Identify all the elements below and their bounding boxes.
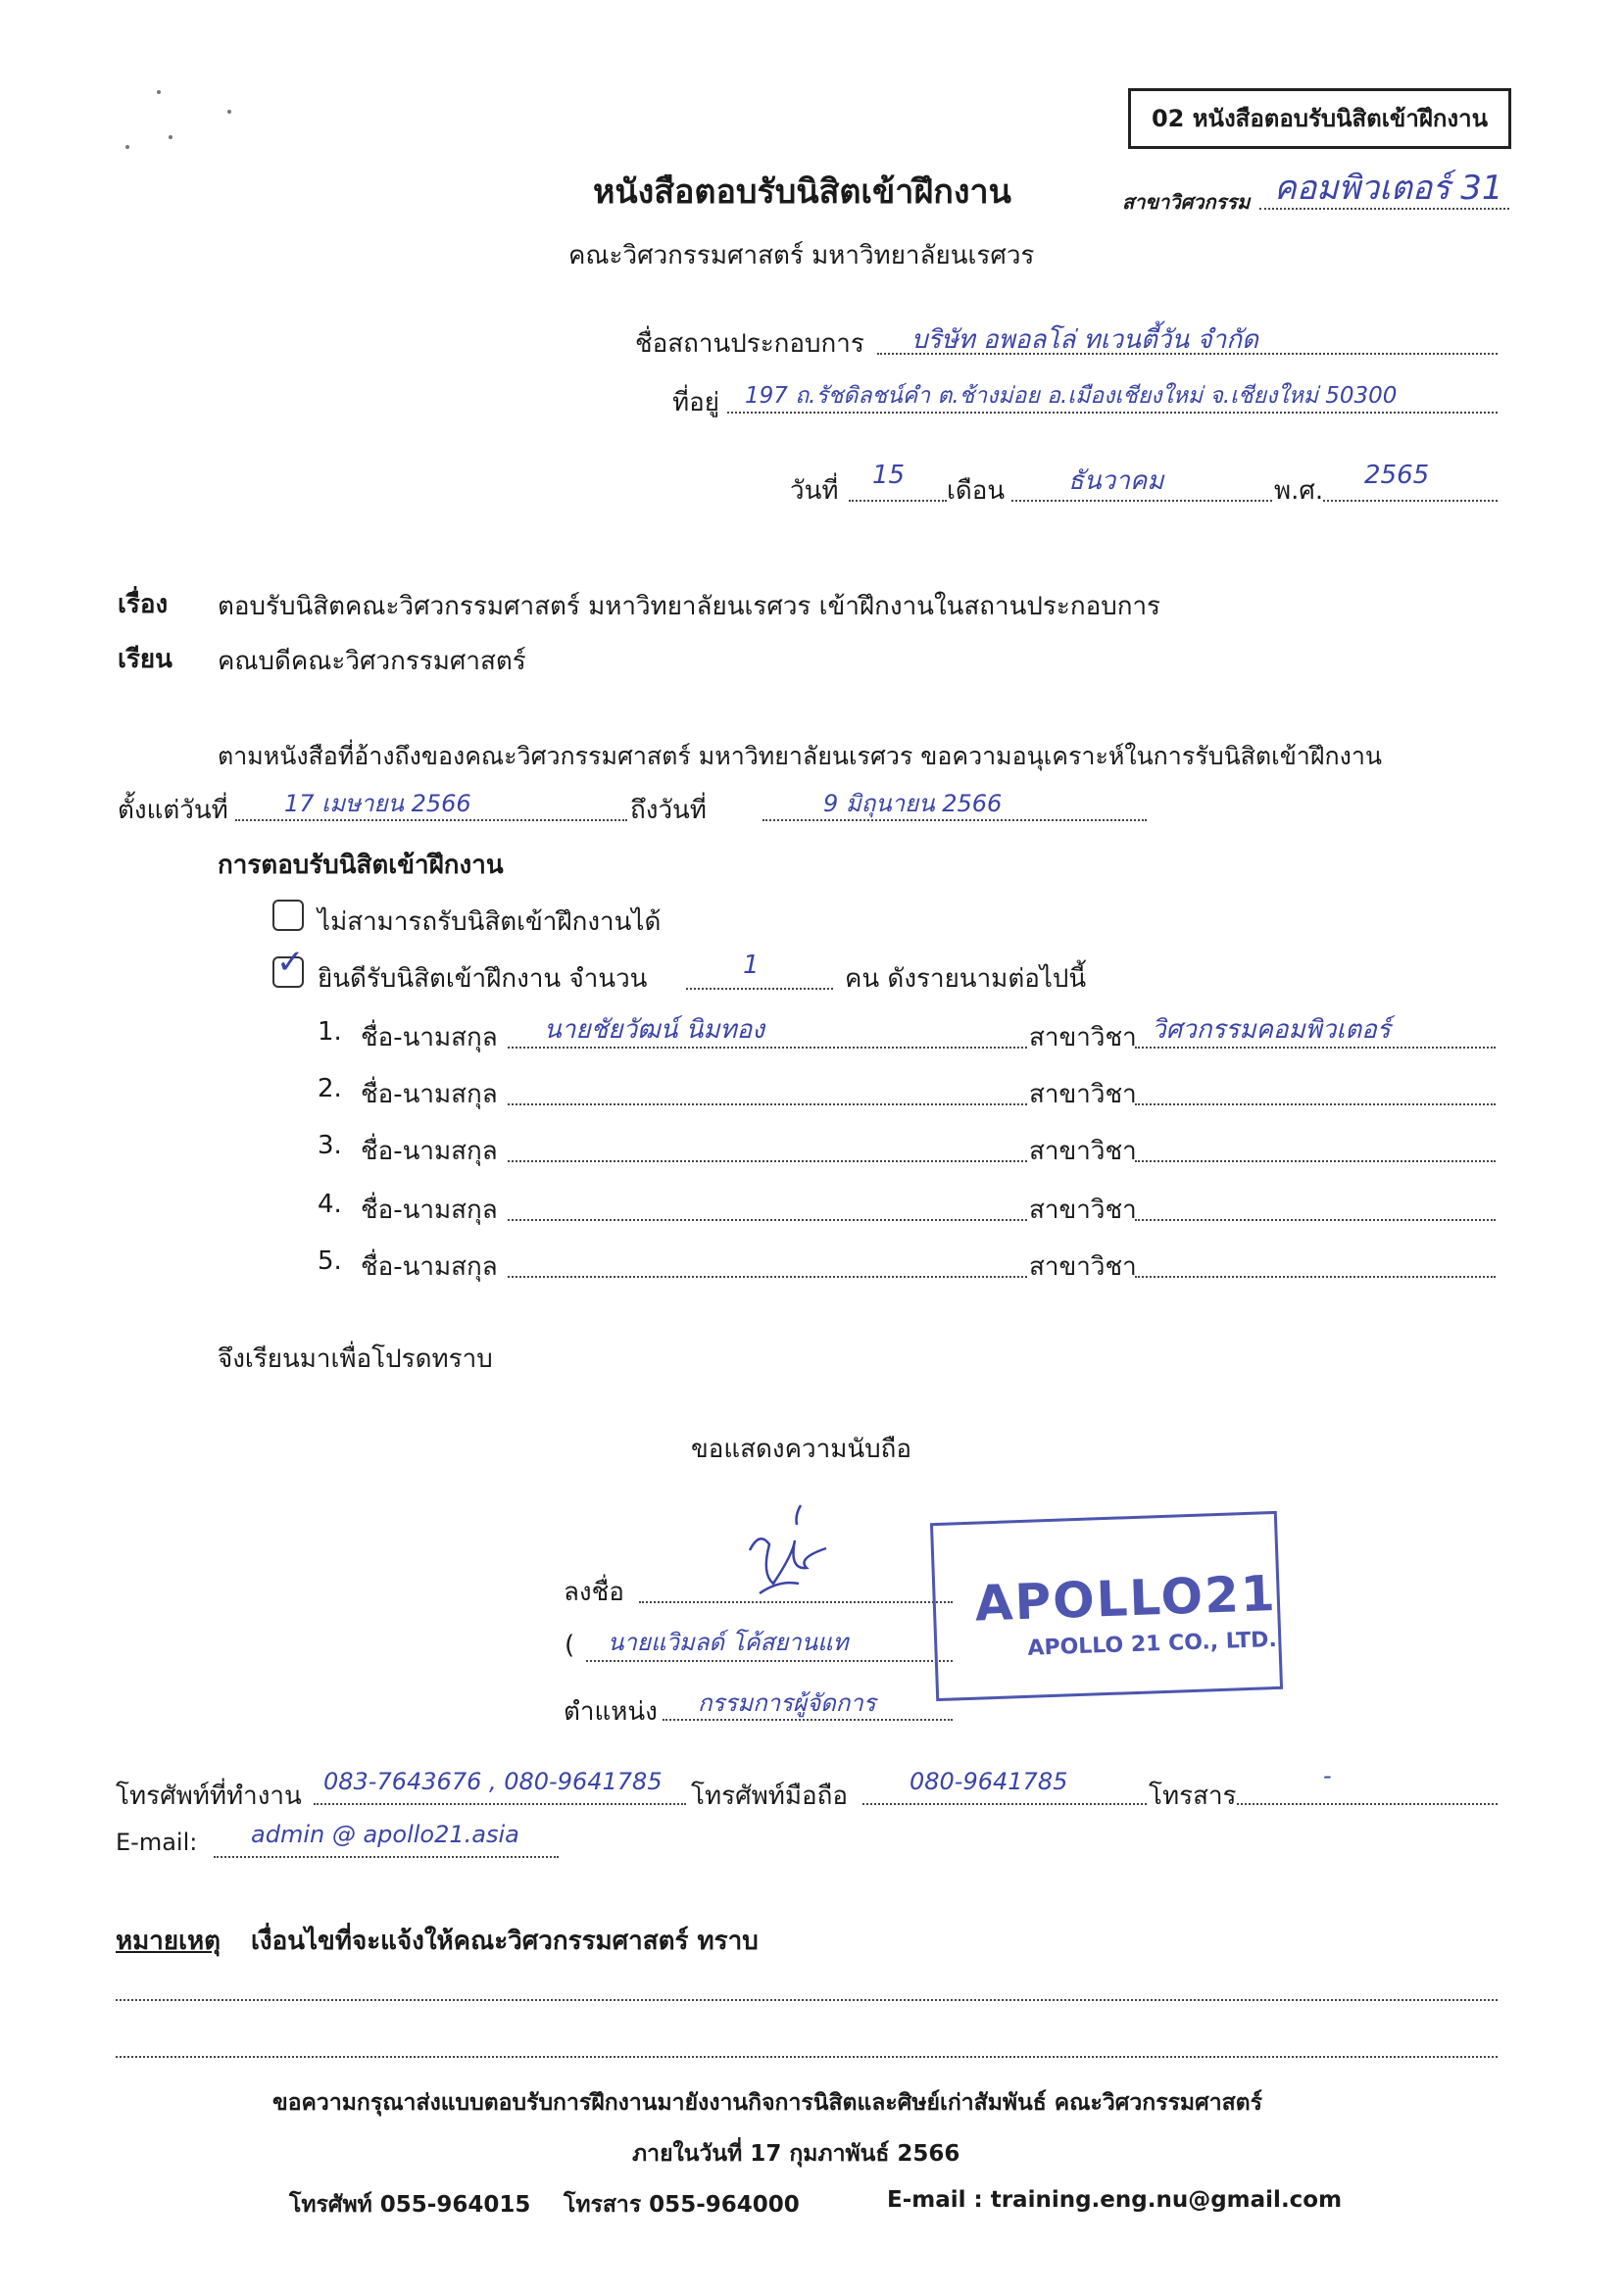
signature-mark bbox=[720, 1499, 838, 1607]
student-name-label: ชื่อ-นามสกุล bbox=[361, 1252, 498, 1282]
accept-count-suffix: คน ดังรายนามต่อไปนี้ bbox=[845, 964, 1087, 994]
signer-open-paren: ( bbox=[565, 1631, 575, 1660]
student-name-label: ชื่อ-นามสกุล bbox=[361, 1080, 498, 1109]
date-year-label: พ.ศ. bbox=[1274, 476, 1324, 506]
period-from-label: ตั้งแต่วันที่ bbox=[118, 796, 228, 825]
date-day-value: 15 bbox=[872, 461, 906, 490]
date-month-label: เดือน bbox=[947, 476, 1006, 506]
student-major-dotted-line bbox=[1135, 1103, 1496, 1105]
student-major-label: สาขาวิชา bbox=[1029, 1080, 1137, 1109]
student-number: 3. bbox=[318, 1131, 342, 1160]
student-number: 1. bbox=[318, 1017, 342, 1047]
body-paragraph: ตามหนังสือที่อ้างถึงของคณะวิศวกรรมศาสตร์ มหาวิทยาลัยนเรศวร ขอความอนุเคราะห์ในการรับนิสิตเข้าฝึกงาน bbox=[218, 742, 1382, 770]
office-phone-dotted-line bbox=[314, 1803, 686, 1805]
company-stamp bbox=[930, 1511, 1283, 1701]
period-to-value: 9 มิถุนายน 2566 bbox=[823, 790, 1003, 817]
email-label: E-mail: bbox=[116, 1829, 198, 1856]
mobile-phone-label: โทรศัพท์มือถือ bbox=[691, 1782, 848, 1811]
period-to-label: ถึงวันที่ bbox=[630, 796, 707, 825]
period-from-value: 17 เมษายน 2566 bbox=[284, 790, 471, 817]
note-label: หมายเหตุ bbox=[116, 1927, 221, 1956]
student-name-value: นายชัยวัฒน์ นิมทอง bbox=[544, 1015, 764, 1045]
student-name-dotted-line bbox=[508, 1219, 1027, 1221]
accept-option-label: ยินดีรับนิสิตเข้าฝึกงาน จำนวน bbox=[318, 964, 648, 994]
student-name-dotted-line bbox=[508, 1103, 1027, 1105]
company-name-value: บริษัท อพอลโล่ ทเวนตี้วัน จำกัด bbox=[911, 325, 1258, 355]
student-name-label: ชื่อ-นามสกุล bbox=[361, 1023, 498, 1052]
recipient-label: เรียน bbox=[118, 645, 172, 674]
student-name-dotted-line bbox=[508, 1160, 1027, 1162]
document-code-box: 02 หนังสือตอบรับนิสิตเข้าฝึกงาน bbox=[1128, 88, 1511, 149]
company-name-label: ชื่อสถานประกอบการ bbox=[635, 329, 864, 359]
student-major-label: สาขาวิชา bbox=[1029, 1252, 1137, 1282]
fax-value: - bbox=[1323, 1762, 1332, 1789]
stamp-subtitle: APOLLO 21 CO., LTD. bbox=[1027, 1627, 1278, 1661]
note-text: เงื่อนไขที่จะแจ้งให้คณะวิศวกรรมศาสตร์ ทราบ bbox=[251, 1927, 759, 1956]
position-value: กรรมการผู้จัดการ bbox=[698, 1689, 876, 1717]
page-subtitle: คณะวิศวกรรมศาสตร์ มหาวิทยาลัยนเรศวร bbox=[568, 241, 1035, 270]
scan-speck bbox=[227, 110, 231, 114]
footer-phone: โทรศัพท์ 055-964015 bbox=[289, 2192, 531, 2218]
fax-label: โทรสาร bbox=[1149, 1782, 1237, 1811]
scan-speck bbox=[125, 145, 129, 149]
closing-inform: จึงเรียนมาเพื่อโปรดทราบ bbox=[218, 1344, 493, 1374]
check-mark-icon: ✓ bbox=[276, 943, 305, 982]
reject-checkbox[interactable] bbox=[272, 900, 304, 931]
student-major-label: สาขาวิชา bbox=[1029, 1023, 1137, 1052]
office-phone-label: โทรศัพท์ที่ทำงาน bbox=[116, 1782, 302, 1811]
student-name-label: ชื่อ-นามสกุล bbox=[361, 1137, 498, 1166]
sign-label: ลงชื่อ bbox=[564, 1578, 624, 1607]
sign-dotted-line bbox=[639, 1601, 953, 1603]
student-major-dotted-line bbox=[1135, 1219, 1496, 1221]
student-name-dotted-line bbox=[508, 1276, 1027, 1278]
closing-respect: ขอแสดงความนับถือ bbox=[691, 1435, 911, 1464]
footer-line-1: ขอความกรุณาส่งแบบตอบรับการฝึกงานมายังงานกิจการนิสิตและศิษย์เก่าสัมพันธ์ คณะวิศวกรรมศาสตร์ bbox=[272, 2090, 1262, 2116]
student-number: 5. bbox=[318, 1246, 342, 1276]
footer-email: E-mail : training.eng.nu@gmail.com bbox=[887, 2187, 1343, 2213]
student-major-value: วิศวกรรมคอมพิวเตอร์ bbox=[1152, 1015, 1391, 1045]
reject-option-label: ไม่สามารถรับนิสิตเข้าฝึกงานได้ bbox=[318, 907, 662, 937]
email-value: admin @ apollo21.asia bbox=[251, 1821, 519, 1848]
page-title: หนังสือตอบรับนิสิตเข้าฝึกงาน bbox=[593, 172, 1011, 212]
student-major-dotted-line bbox=[1135, 1276, 1496, 1278]
footer-fax: โทรสาร 055-964000 bbox=[564, 2192, 800, 2218]
date-year-dotted-line bbox=[1323, 500, 1498, 502]
student-name-label: ชื่อ-นามสกุล bbox=[361, 1196, 498, 1225]
student-major-dotted-line bbox=[1135, 1160, 1496, 1162]
accept-count-dotted-line bbox=[686, 988, 833, 990]
acceptance-heading: การตอบรับนิสิตเข้าฝึกงาน bbox=[218, 851, 504, 880]
scan-speck bbox=[169, 135, 172, 139]
student-major-label: สาขาวิชา bbox=[1029, 1196, 1137, 1225]
date-day-label: วันที่ bbox=[790, 476, 839, 506]
scan-speck bbox=[157, 90, 161, 94]
branch-value: คอมพิวเตอร์ 31 bbox=[1274, 169, 1503, 208]
recipient-text: คณบดีคณะวิศวกรรมศาสตร์ bbox=[218, 647, 526, 676]
note-dotted-line-2 bbox=[116, 2056, 1498, 2058]
fax-dotted-line bbox=[1237, 1803, 1498, 1805]
signer-name-value: นายแวิมลด์ โค้สยานแท bbox=[608, 1629, 849, 1656]
branch-label: สาขาวิศวกรรม bbox=[1122, 190, 1251, 214]
position-label: ตำแหน่ง bbox=[564, 1697, 658, 1727]
student-major-label: สาขาวิชา bbox=[1029, 1137, 1137, 1166]
date-month-value: ธันวาคม bbox=[1068, 466, 1164, 496]
footer-line-2: ภายในวันที่ 17 กุมภาพันธ์ 2566 bbox=[632, 2141, 960, 2167]
mobile-phone-value: 080-9641785 bbox=[910, 1768, 1068, 1795]
date-year-value: 2565 bbox=[1364, 461, 1430, 490]
subject-label: เรื่อง bbox=[118, 590, 169, 619]
email-dotted-line bbox=[214, 1856, 559, 1858]
office-phone-value: 083-7643676 , 080-9641785 bbox=[323, 1768, 663, 1795]
mobile-phone-dotted-line bbox=[862, 1803, 1147, 1805]
student-number: 4. bbox=[318, 1190, 342, 1219]
address-label: ที่อยู่ bbox=[672, 388, 719, 417]
stamp-logo: APOLLO21 bbox=[973, 1564, 1278, 1633]
date-day-dotted-line bbox=[849, 500, 947, 502]
address-value: 197 ถ.รัชดิลชน์คำ ต.ช้างม่อย อ.เมืองเชียงใหม่ จ.เชียงใหม่ 50300 bbox=[745, 383, 1398, 409]
accept-count-value: 1 bbox=[743, 951, 760, 980]
student-number: 2. bbox=[318, 1074, 342, 1103]
note-dotted-line-1 bbox=[116, 1999, 1498, 2001]
subject-text: ตอบรับนิสิตคณะวิศวกรรมศาสตร์ มหาวิทยาลัยนเรศวร เข้าฝึกงานในสถานประกอบการ bbox=[218, 592, 1161, 621]
